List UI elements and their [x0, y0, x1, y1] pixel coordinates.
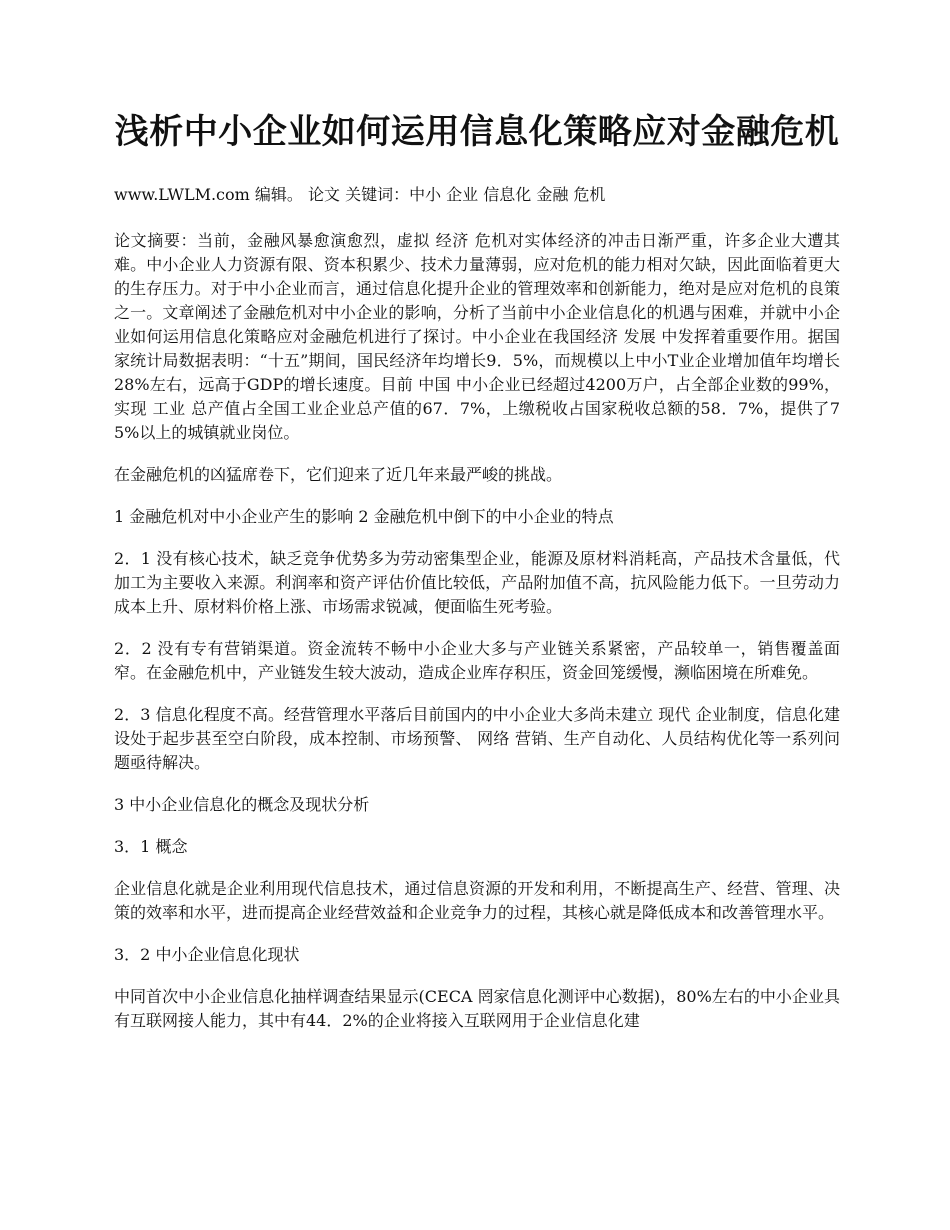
document-page: [114, 108, 840, 1051]
meta-line: www.LWLM.com 编辑。 论文 关键词：中小 企业 信息化 金融 危机: [114, 185, 606, 204]
subsection-heading: 3．1 概念: [114, 837, 188, 856]
section-heading: 1 金融危机对中小企业产生的影响 2 金融危机中倒下的中小企业的特点: [114, 507, 614, 526]
body-paragraph: 2．3 信息化程度不高。经营管理水平落后目前国内的中小企业大多尚未建立 现代 企业制度，信息化建设处于起步甚至空白阶段，成本控制、市场预警、 网络 营销、生产自动化、人员结构优化等一系列问题亟待解决。: [114, 705, 840, 772]
body-paragraph: 企业信息化就是企业利用现代信息技术，通过信息资源的开发和利用，不断提高生产、经营、管理、决策的效率和水平，进而提高企业经营效益和企业竞争力的过程，其核心就是降低成本和改善管理水平。: [114, 879, 840, 922]
body-paragraph: 2．1 没有核心技术，缺乏竞争优势多为劳动密集型企业，能源及原材料消耗高，产品技术含量低，代加工为主要收入来源。利润率和资产评估价值比较低，产品附加值不高，抗风险能力低下。一旦劳动力成本上升、原材料价格上涨、市场需求锐减，便面临生死考验。: [114, 549, 840, 616]
document-title: 浅析中小企业如何运用信息化策略应对金融危机: [114, 112, 840, 152]
abstract-paragraph: 论文摘要：当前，金融风暴愈演愈烈，虚拟 经济 危机对实体经济的冲击日渐严重，许多企业大遭其难。中小企业人力资源有限、资本积累少、技术力量薄弱，应对危机的能力相对欠缺，因此面临着更大的生存压力。对于中小企业而言，通过信息化提升企业的管理效率和创新能力，绝对是应对危机的良策之一。文章阐述了金融危机对中小企业的影响，分析了当前中小企业信息化的机遇与困难，并就中小企业如何运用信息化策略应对金融危机进行了探讨。中小企业在我国经济 发展 中发挥着重要作用。据国家统计局数据表明：“十五”期间，国民经济年均增长9．5%，而规模以上中小T业企业增加值年均增长28%左右，远高于GDP的增长速度。目前 中国 中小企业已经超过4200万户，占全部企业数的99%，实现 工业 总产值占全国工业企业总产值的67．7%，上缴税收占国家税收总额的58．7%，提供了75%以上的城镇就业岗位。: [114, 231, 840, 442]
body-paragraph: 中同首次中小企业信息化抽样调查结果显示(CECA 罔家信息化测评中心数据)，80%左右的中小企业具有互联网接人能力，其中有44．2%的企业将接入互联网用于企业信息化建: [114, 987, 840, 1030]
body-paragraph: 在金融危机的凶猛席卷下，它们迎来了近几年来最严峻的挑战。: [114, 465, 563, 484]
body-paragraph: 2．2 没有专有营销渠道。资金流转不畅中小企业大多与产业链关系紧密，产品较单一，销售覆盖面窄。在金融危机中，产业链发生较大波动，造成企业库存积压，资金回笼缓慢，濒临困境在所难免。: [114, 639, 840, 682]
section-heading: 3 中小企业信息化的概念及现状分析: [114, 795, 370, 814]
subsection-heading: 3．2 中小企业信息化现状: [114, 945, 300, 964]
